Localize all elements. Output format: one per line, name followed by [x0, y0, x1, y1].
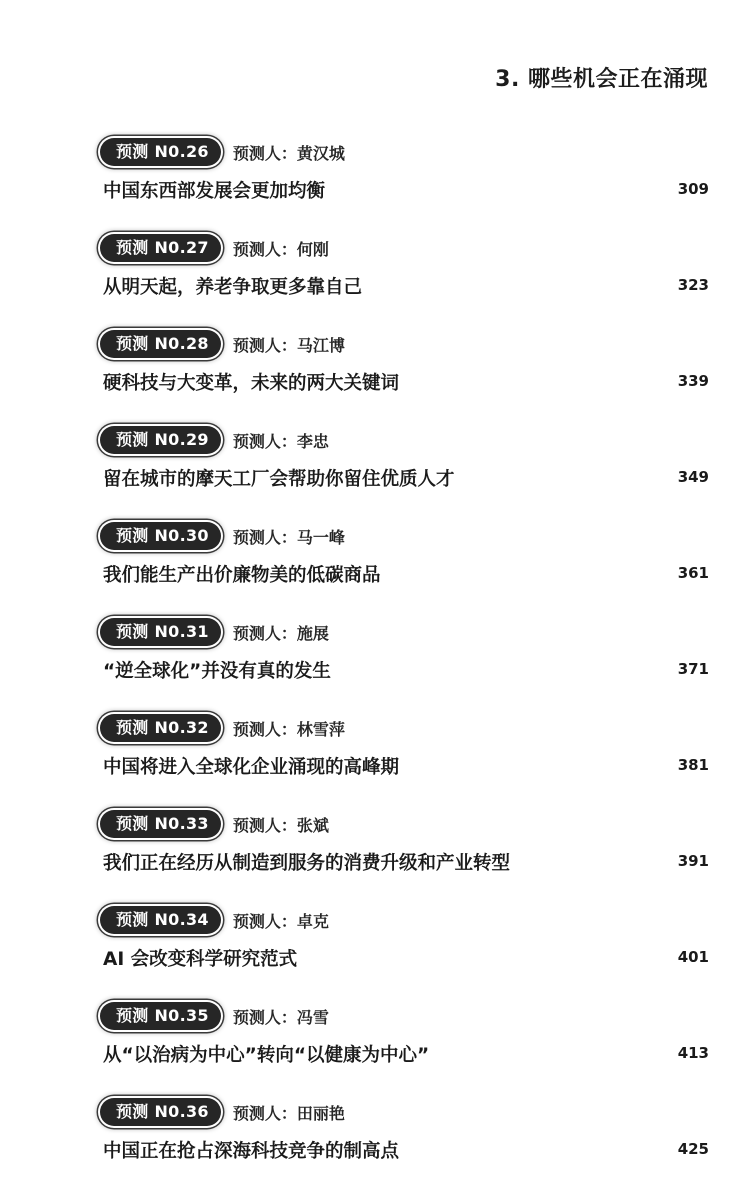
entry-meta [100, 1097, 345, 1127]
entry-headline[interactable]: 从明天起，养老争取更多靠自己 [103, 277, 363, 298]
predictor-name: 预测人：黄汉城 [232, 143, 345, 163]
predictor-name: 预测人：林雪萍 [232, 719, 345, 739]
entry-headline[interactable]: 我们能生产出价廉物美的低碳商品 [103, 565, 381, 586]
entry-headline[interactable]: 中国正在抢占深海科技竞争的制高点 [103, 1141, 400, 1162]
entry-page-number: 391 [677, 852, 709, 870]
prediction-number-badge: 预测 N0.29 [100, 426, 221, 454]
predictor-name: 预测人：张斌 [232, 815, 329, 835]
toc-entry[interactable] [0, 713, 755, 803]
toc-entry[interactable] [0, 905, 755, 995]
toc-entry[interactable] [0, 1001, 755, 1091]
predictor-name: 预测人：马一峰 [232, 527, 345, 547]
predictor-name: 预测人：冯雪 [232, 1007, 329, 1027]
prediction-number-badge: 预测 N0.36 [100, 1098, 221, 1126]
entry-page-number: 381 [677, 756, 709, 774]
toc-entry[interactable] [0, 329, 755, 419]
predictor-name: 预测人：马江博 [232, 335, 345, 355]
entry-meta [100, 617, 329, 647]
toc-entry[interactable] [0, 137, 755, 227]
prediction-number-badge: 预测 N0.30 [100, 522, 221, 550]
entry-meta [100, 905, 329, 935]
predictor-name: 预测人：卓克 [232, 911, 329, 931]
entry-meta [100, 713, 345, 743]
entry-page-number: 323 [677, 276, 709, 294]
prediction-number-badge: 预测 N0.32 [100, 714, 221, 742]
entry-page-number: 425 [677, 1140, 709, 1158]
prediction-number-badge: 预测 N0.28 [100, 330, 221, 358]
prediction-number-badge: 预测 N0.33 [100, 810, 221, 838]
prediction-number-badge: 预测 N0.26 [100, 138, 221, 166]
toc-entry[interactable] [0, 521, 755, 611]
entry-meta [100, 1001, 329, 1031]
entry-headline[interactable]: 中国东西部发展会更加均衡 [103, 181, 326, 202]
entry-headline[interactable]: 硬科技与大变革，未来的两大关键词 [103, 373, 400, 394]
entry-page-number: 371 [677, 660, 709, 678]
entry-headline[interactable]: 从“以治病为中心”转向“以健康为中心” [103, 1045, 430, 1066]
entry-page-number: 361 [677, 564, 709, 582]
entry-headline[interactable]: 我们正在经历从制造到服务的消费升级和产业转型 [103, 853, 511, 874]
entry-headline[interactable]: AI 会改变科学研究范式 [103, 949, 298, 970]
toc-entry[interactable] [0, 809, 755, 899]
entry-page-number: 339 [677, 372, 709, 390]
predictor-name: 预测人：何刚 [232, 239, 329, 259]
section-title: 3. 哪些机会正在涌现 [495, 67, 708, 92]
entry-meta [100, 233, 329, 263]
toc-entry[interactable] [0, 425, 755, 515]
prediction-number-badge: 预测 N0.35 [100, 1002, 221, 1030]
entry-headline[interactable]: 留在城市的摩天工厂会帮助你留住优质人才 [103, 469, 455, 490]
entry-page-number: 349 [677, 468, 709, 486]
prediction-number-badge: 预测 N0.27 [100, 234, 221, 262]
prediction-number-badge: 预测 N0.31 [100, 618, 221, 646]
toc-entry[interactable] [0, 617, 755, 707]
entry-meta [100, 425, 329, 455]
entry-meta [100, 809, 329, 839]
predictor-name: 预测人：李忠 [232, 431, 329, 451]
prediction-number-badge: 预测 N0.34 [100, 906, 221, 934]
entry-meta [100, 521, 345, 551]
entry-headline[interactable]: 中国将进入全球化企业涌现的高峰期 [103, 757, 400, 778]
entry-page-number: 309 [677, 180, 709, 198]
entry-meta [100, 137, 345, 167]
entry-headline[interactable]: “逆全球化”并没有真的发生 [103, 661, 331, 682]
entry-page-number: 413 [677, 1044, 709, 1062]
toc-entry[interactable] [0, 1097, 755, 1187]
entry-meta [100, 329, 345, 359]
predictor-name: 预测人：施展 [232, 623, 329, 643]
predictor-name: 预测人：田丽艳 [232, 1103, 345, 1123]
toc-entry[interactable] [0, 233, 755, 323]
entry-page-number: 401 [677, 948, 709, 966]
